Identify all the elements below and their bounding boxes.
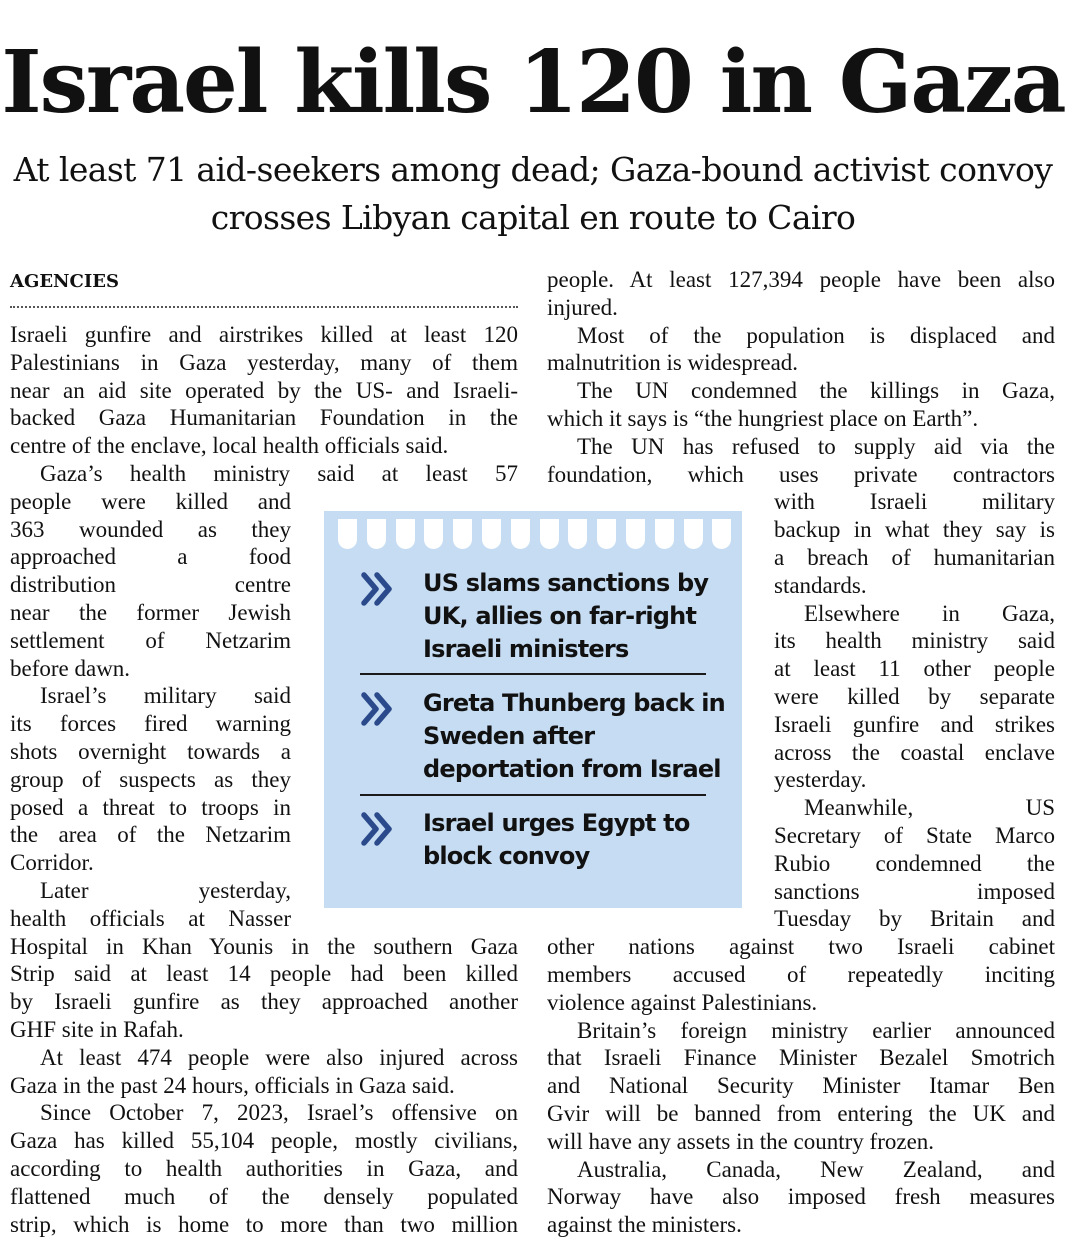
body-text-line: Since October 7, 2023, Israel’s offensive on bbox=[40, 1100, 518, 1126]
body-text-line: at least 11 other people bbox=[774, 656, 1055, 682]
body-text-line: will have any assets in the country frozen. bbox=[547, 1128, 935, 1154]
body-text-line: Later yesterday, bbox=[40, 878, 291, 903]
body-text-line: distribution centre bbox=[10, 572, 291, 598]
notebook-hole bbox=[626, 519, 645, 549]
callout-divider bbox=[360, 673, 706, 675]
body-text-line: 363 wounded as they bbox=[10, 516, 291, 542]
notebook-hole bbox=[568, 519, 587, 549]
body-text-line: The UN condemned the killings in Gaza, bbox=[577, 378, 1055, 404]
notebook-hole bbox=[453, 519, 472, 549]
byline: AGENCIES bbox=[10, 271, 119, 292]
notebook-hole bbox=[338, 519, 357, 549]
body-text-line: sanctions imposed bbox=[774, 878, 1055, 904]
body-text-line: strip, which is home to more than two million bbox=[10, 1211, 518, 1237]
body-text-line: At least 474 people were also injured across bbox=[40, 1044, 518, 1070]
body-text-line: Gaza has killed 55,104 people, mostly civilians, bbox=[10, 1128, 518, 1154]
double-chevron-right-icon bbox=[360, 811, 396, 847]
body-text-line: violence against Palestinians. bbox=[547, 989, 818, 1015]
body-text-line: Secretary of State Marco bbox=[774, 823, 1055, 848]
body-text-line: across the coastal enclave bbox=[774, 739, 1055, 765]
body-text-line: settlement of Netzarim bbox=[10, 627, 291, 653]
body-text-line: approached a food bbox=[10, 544, 291, 570]
body-text-line: its forces fired warning bbox=[10, 711, 291, 737]
related-stories-box bbox=[324, 511, 742, 908]
body-text-line: centre of the enclave, local health officials said. bbox=[10, 433, 449, 459]
notebook-hole bbox=[424, 519, 443, 549]
body-text-line: Israeli gunfire and airstrikes killed at least 120 bbox=[10, 322, 518, 347]
body-text-line: Strip said at least 14 people had been killed bbox=[10, 961, 518, 987]
body-text-line: near the former Jewish bbox=[10, 600, 291, 625]
body-text-line: group of suspects as they bbox=[10, 766, 291, 792]
body-text-line: Most of the population is displaced and bbox=[577, 322, 1055, 348]
body-text-line: Britain’s foreign ministry earlier announced bbox=[577, 1017, 1055, 1043]
body-text-line: shots overnight towards a bbox=[10, 739, 291, 764]
body-text-line: Gaza’s health ministry said at least 57 bbox=[40, 461, 518, 486]
body-text-line: near an aid site operated by the US- and Israeli- bbox=[10, 377, 518, 403]
body-text-line: other nations against two Israeli cabinet bbox=[547, 934, 1055, 960]
body-text-line: Hospital in Khan Younis in the southern Gaza bbox=[10, 933, 518, 959]
deck: At least 71 aid-seekers among dead; Gaza-bound activist convoy crosses Libyan capital en route to Cairo bbox=[13, 150, 1053, 237]
body-text-line: Rubio condemned the bbox=[774, 850, 1055, 876]
body-text-line: members accused of repeatedly inciting bbox=[547, 962, 1055, 987]
body-text-line: Meanwhile, US bbox=[804, 795, 1055, 821]
related-story-headline: US slams sanctions by UK, allies on far-right Israeli ministers bbox=[423, 569, 709, 663]
body-text-line: injured. bbox=[547, 294, 618, 320]
notebook-hole bbox=[367, 519, 386, 549]
body-text-line: Palestinians in Gaza yesterday, many of them bbox=[10, 349, 518, 375]
body-text-line: people were killed and bbox=[10, 488, 291, 514]
body-text-line: its health ministry said bbox=[774, 628, 1055, 654]
related-story-headline: Israel urges Egypt to block convoy bbox=[423, 809, 690, 870]
body-text-line: backup in what they say is bbox=[774, 517, 1055, 543]
body-text-line: the area of the Netzarim bbox=[10, 822, 291, 848]
double-chevron-right-icon bbox=[360, 571, 396, 607]
body-text-line: The UN has refused to supply aid via the bbox=[577, 433, 1055, 459]
body-text-line: standards. bbox=[774, 572, 867, 598]
body-text-line: Gaza in the past 24 hours, officials in Gaza said. bbox=[10, 1072, 455, 1098]
body-text-line: Gvir will be banned from entering the UK and bbox=[547, 1101, 1055, 1126]
body-text-line: according to health authorities in Gaza, and bbox=[10, 1156, 518, 1181]
body-text-line: backed Gaza Humanitarian Foundation in the bbox=[10, 405, 518, 431]
body-text-line: with Israeli military bbox=[774, 489, 1055, 515]
body-text-line: Tuesday by Britain and bbox=[774, 906, 1055, 932]
notebook-hole bbox=[712, 519, 731, 549]
notebook-hole bbox=[655, 519, 674, 549]
notebook-hole bbox=[482, 519, 501, 549]
body-text-line: GHF site in Rafah. bbox=[10, 1017, 184, 1042]
headline: Israel kills 120 in Gaza bbox=[1, 32, 1065, 133]
body-text-line: and National Security Minister Itamar Ben bbox=[547, 1073, 1055, 1099]
body-text-line: malnutrition is widespread. bbox=[547, 350, 799, 376]
notebook-hole bbox=[396, 519, 415, 549]
notebook-hole bbox=[597, 519, 616, 549]
body-text-line: Elsewhere in Gaza, bbox=[804, 600, 1055, 626]
body-text-line: that Israeli Finance Minister Bezalel Smotrich bbox=[547, 1045, 1055, 1071]
notebook-hole bbox=[511, 519, 530, 549]
notebook-hole bbox=[540, 519, 559, 549]
body-text-line: Corridor. bbox=[10, 850, 94, 876]
body-text-line: were killed by separate bbox=[774, 684, 1055, 709]
body-text-line: which it says is “the hungriest place on Earth”. bbox=[547, 406, 979, 431]
related-story-headline: Greta Thunberg back in Sweden after deportation from Israel bbox=[423, 689, 725, 783]
callout-divider bbox=[360, 794, 706, 796]
body-text-line: Norway have also imposed fresh measures bbox=[547, 1184, 1055, 1210]
notebook-hole bbox=[684, 519, 703, 549]
body-text-line: Israel’s military said bbox=[40, 683, 291, 709]
body-text-line: flattened much of the densely populated bbox=[10, 1183, 518, 1209]
body-text-line: yesterday. bbox=[774, 767, 867, 793]
body-text-line: a breach of humanitarian bbox=[774, 545, 1055, 570]
body-text-line: health officials at Nasser bbox=[10, 905, 291, 931]
body-text-line: posed a threat to troops in bbox=[10, 794, 291, 820]
body-text-line: by Israeli gunfire as they approached another bbox=[10, 989, 518, 1015]
body-text-line: against the ministers. bbox=[547, 1212, 742, 1238]
body-text-line: Australia, Canada, New Zealand, and bbox=[577, 1156, 1055, 1182]
body-text-line: Israeli gunfire and strikes bbox=[774, 711, 1055, 737]
double-chevron-right-icon bbox=[360, 691, 396, 727]
body-text-line: people. At least 127,394 people have been also bbox=[547, 267, 1055, 292]
byline-divider bbox=[10, 306, 518, 308]
body-text-line: foundation, which uses private contractors bbox=[547, 461, 1055, 487]
body-text-line: before dawn. bbox=[10, 655, 131, 681]
